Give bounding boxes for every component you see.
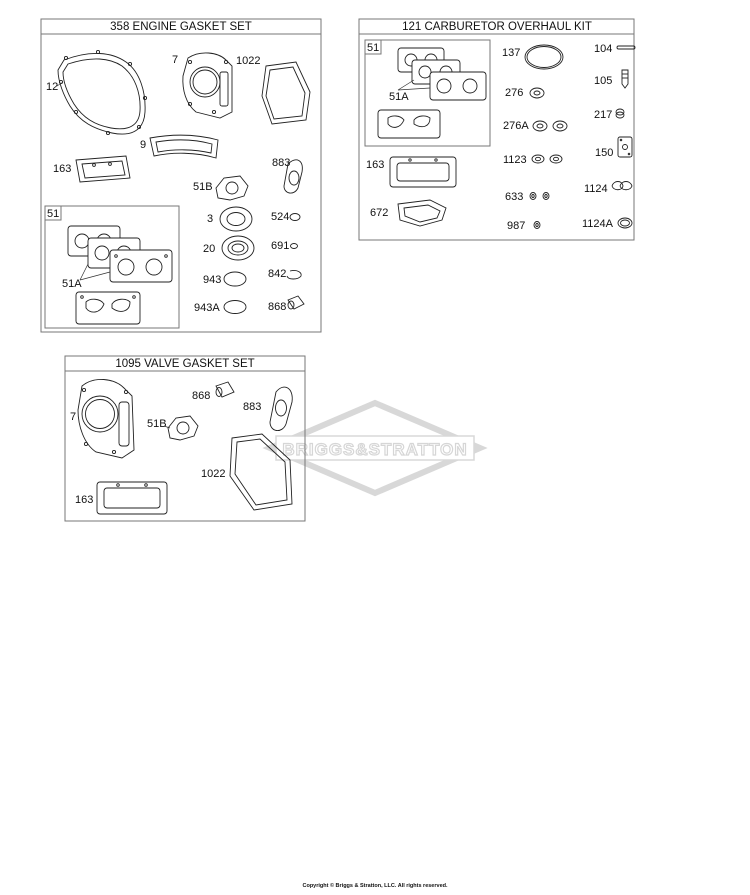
part-524[interactable]: [290, 214, 300, 221]
part-105-needle[interactable]: [622, 70, 628, 88]
label-276: 276: [505, 87, 524, 99]
label-633: 633: [505, 191, 524, 203]
engine-panel-title: 358 ENGINE GASKET SET: [110, 21, 252, 33]
part-1123-washers[interactable]: [532, 155, 562, 163]
label-842: 842: [268, 268, 287, 280]
label-943: 943: [203, 274, 222, 286]
copyright-notice: Copyright © Briggs & Stratton, LLC. All rights reserved.: [302, 883, 448, 889]
label-7: 7: [172, 54, 179, 66]
part-276-washer[interactable]: [530, 88, 544, 98]
part-217-spring[interactable]: [616, 109, 624, 118]
part-691[interactable]: [291, 244, 298, 249]
part-51b-valve-gasket[interactable]: [168, 416, 198, 440]
part-51a-carb-gasket[interactable]: [68, 226, 172, 324]
carb-panel-title: 121 CARBURETOR OVERHAUL KIT: [402, 21, 592, 33]
label-105: 105: [594, 75, 613, 87]
part-868-valve-plug[interactable]: [216, 382, 234, 397]
label-1124: 1124: [584, 183, 608, 195]
label-163: 163: [53, 163, 72, 175]
label-104: 104: [594, 43, 613, 55]
watermark-logo: [270, 403, 480, 493]
label-valve-883: 883: [243, 401, 262, 413]
part-943-o-ring[interactable]: [224, 272, 246, 286]
part-163-gasket[interactable]: [76, 156, 130, 182]
part-163-carb-gasket[interactable]: [390, 157, 456, 187]
engine-subkit-label: 51: [47, 208, 60, 220]
label-carb-51a: 51A: [389, 91, 409, 103]
label-1022: 1022: [236, 55, 261, 67]
label-276a: 276A: [503, 120, 529, 132]
part-1124-clips[interactable]: [612, 182, 632, 190]
part-1124a-o-ring[interactable]: [618, 218, 632, 228]
label-217: 217: [594, 109, 613, 121]
part-7-head-gasket[interactable]: [183, 53, 232, 118]
label-valve-868: 868: [192, 390, 211, 402]
label-valve-1022: 1022: [201, 468, 226, 480]
watermark-text: BRIGGS&STRATTON: [282, 440, 468, 459]
part-150-gasket[interactable]: [618, 137, 632, 157]
carb-subkit-label: 51: [367, 42, 380, 54]
label-3: 3: [207, 213, 214, 225]
label-valve-51b: 51B: [147, 418, 167, 430]
label-987: 987: [507, 220, 526, 232]
label-883: 883: [272, 157, 291, 169]
label-51b: 51B: [193, 181, 213, 193]
label-524: 524: [271, 211, 290, 223]
part-51b-gasket[interactable]: [216, 176, 248, 200]
engine-subkit-51: [45, 206, 179, 328]
part-276a-washers[interactable]: [533, 121, 567, 131]
part-633-washers[interactable]: [530, 193, 549, 200]
part-7-valve-head-gasket[interactable]: [78, 379, 134, 458]
part-868-plug[interactable]: [288, 296, 304, 309]
valve-gasket-panel: [65, 356, 305, 521]
engine-panel-frame: [41, 34, 321, 332]
part-163-valve-gasket[interactable]: [97, 482, 167, 514]
part-883-valve-gasket[interactable]: [270, 387, 292, 431]
part-9-intake-gasket[interactable]: [150, 135, 218, 158]
label-672: 672: [370, 207, 389, 219]
part-842-clip[interactable]: [287, 270, 301, 279]
carburetor-kit-panel: [359, 19, 635, 240]
engine-gasket-panel: [41, 19, 321, 332]
label-9: 9: [140, 139, 147, 151]
label-691: 691: [271, 240, 290, 252]
part-104-pin[interactable]: [617, 46, 635, 49]
part-137-float-bowl-gasket[interactable]: [525, 45, 563, 69]
label-carb-163: 163: [366, 159, 385, 171]
carb-subkit-51: [365, 40, 490, 146]
label-868: 868: [268, 301, 287, 313]
label-1123: 1123: [503, 154, 527, 166]
part-20-oil-seal[interactable]: [222, 236, 254, 260]
label-150: 150: [595, 147, 614, 159]
label-137: 137: [502, 47, 521, 59]
part-987-washer[interactable]: [534, 222, 540, 229]
valve-panel-title: 1095 VALVE GASKET SET: [115, 358, 255, 370]
label-20: 20: [203, 243, 216, 255]
part-672-gasket[interactable]: [398, 200, 446, 226]
label-12: 12: [46, 81, 59, 93]
label-943a: 943A: [194, 302, 220, 314]
label-valve-7: 7: [70, 411, 77, 423]
part-12-crankcase-gasket[interactable]: [58, 50, 147, 134]
part-943a-o-ring[interactable]: [224, 301, 246, 314]
label-valve-163: 163: [75, 494, 94, 506]
part-1022-valve-cover-gasket[interactable]: [262, 62, 310, 124]
label-51a: 51A: [62, 278, 82, 290]
part-3-oil-seal[interactable]: [220, 207, 252, 231]
label-1124a: 1124A: [582, 218, 613, 230]
